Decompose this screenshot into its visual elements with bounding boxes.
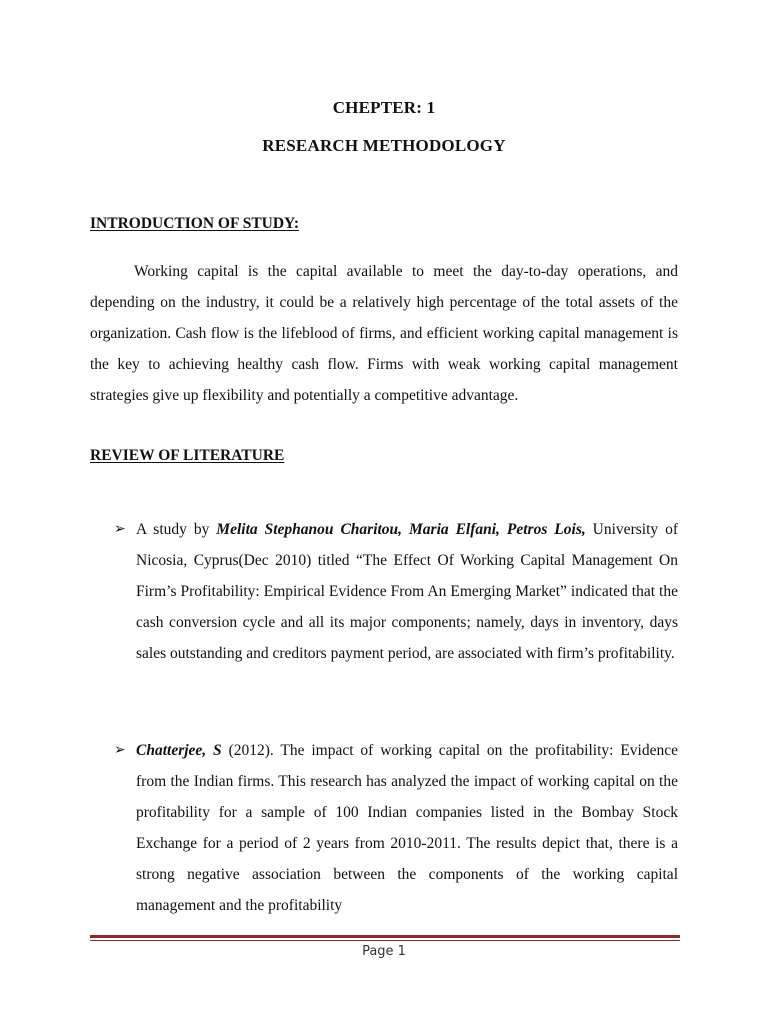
review-heading: REVIEW OF LITERATURE — [90, 447, 285, 464]
chapter-title: CHEPTER: 1 — [332, 98, 436, 117]
bullet-arrow-icon: ➢ — [114, 521, 126, 537]
review-item-lead: A study by — [136, 521, 217, 538]
review-item-authors: Melita Stephanou Charitou, Maria Elfani, Petros Lois, — [216, 521, 586, 538]
review-item-body: University of Nicosia, Cyprus(Dec 2010) titled “The Effect Of Working Capital Management On Firm’s Profitability: Empirical Evidence From An Emerging Market” indicated that the cash conversion cycle and all its major components; namely, days in inventory, days sales outstanding and creditors payment period, are associated with firm’s profitability. — [136, 521, 678, 662]
page-number: Page 1 — [362, 944, 406, 959]
review-item — [114, 735, 678, 921]
review-item-text — [136, 735, 678, 921]
chapter-subtitle: RESEARCH METHODOLOGY — [262, 136, 506, 155]
review-item-text — [136, 514, 678, 669]
intro-heading: INTRODUCTION OF STUDY: — [90, 215, 299, 232]
review-item — [114, 514, 678, 669]
footer-rule — [90, 935, 680, 938]
review-item-body: (2012). The impact of working capital on the profitability: Evidence from the Indian firms. This research has analyzed the impact of working capital on the profitability for a sample of 100 Indian companies listed in the Bombay Stock Exchange for a period of 2 years from 2010-2011. The results depict that, there is a strong negative association between the components of the working capital management and the profitability — [136, 742, 679, 914]
footer-rule-thin — [90, 940, 680, 941]
review-item-authors: Chatterjee, S — [136, 742, 222, 759]
bullet-arrow-icon: ➢ — [114, 742, 126, 758]
intro-paragraph: Working capital is the capital available to meet the day-to-day operations, and depending on the industry, it could be a relatively high percentage of the total assets of the organization. Cash flow is the lifeblood of firms, and efficient working capital management is the key to achieving healthy cash flow. Firms with weak working capital management strategies give up flexibility and potentially a competitive advantage. — [90, 263, 678, 404]
